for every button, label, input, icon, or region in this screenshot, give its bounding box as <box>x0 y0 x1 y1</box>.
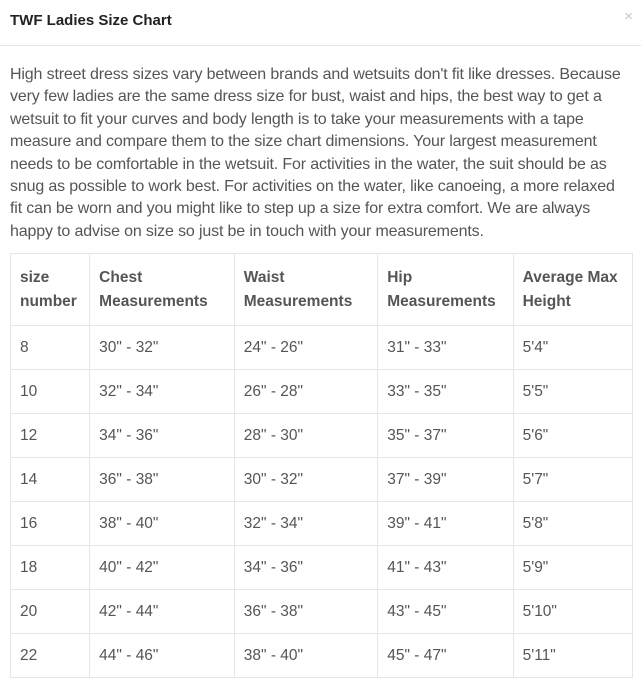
cell-waist: 28" - 30" <box>234 414 377 458</box>
close-icon[interactable]: × <box>624 8 633 25</box>
table-row <box>11 502 633 546</box>
cell-height: 5'10" <box>513 590 632 634</box>
cell-hip: 37" - 39" <box>378 458 513 502</box>
cell-chest: 32" - 34" <box>90 370 235 414</box>
size-table <box>10 253 633 678</box>
cell-size: 12 <box>11 414 90 458</box>
cell-waist: 26" - 28" <box>234 370 377 414</box>
cell-height: 5'5" <box>513 370 632 414</box>
modal-header <box>0 0 641 46</box>
cell-height: 5'9" <box>513 546 632 590</box>
column-header-hip: Hip Measurements <box>378 254 513 326</box>
cell-hip: 35" - 37" <box>378 414 513 458</box>
cell-waist: 32" - 34" <box>234 502 377 546</box>
table-header-row <box>11 254 633 326</box>
cell-chest: 42" - 44" <box>90 590 235 634</box>
cell-size: 18 <box>11 546 90 590</box>
cell-chest: 38" - 40" <box>90 502 235 546</box>
cell-height: 5'7" <box>513 458 632 502</box>
cell-chest: 34" - 36" <box>90 414 235 458</box>
table-row <box>11 634 633 678</box>
cell-height: 5'4" <box>513 326 632 370</box>
modal-body <box>0 46 641 678</box>
cell-chest: 30" - 32" <box>90 326 235 370</box>
cell-waist: 34" - 36" <box>234 546 377 590</box>
cell-size: 22 <box>11 634 90 678</box>
table-row <box>11 326 633 370</box>
cell-hip: 45" - 47" <box>378 634 513 678</box>
table-row <box>11 590 633 634</box>
column-header-height: Average Max Height <box>513 254 632 326</box>
cell-hip: 33" - 35" <box>378 370 513 414</box>
table-row <box>11 458 633 502</box>
cell-waist: 30" - 32" <box>234 458 377 502</box>
column-header-size: size number <box>11 254 90 326</box>
column-header-chest: Chest Measurements <box>90 254 235 326</box>
cell-size: 20 <box>11 590 90 634</box>
cell-hip: 41" - 43" <box>378 546 513 590</box>
cell-hip: 43" - 45" <box>378 590 513 634</box>
cell-chest: 36" - 38" <box>90 458 235 502</box>
cell-size: 16 <box>11 502 90 546</box>
intro-text: High street dress sizes vary between brands and wetsuits don't fit like dresses. Because very few ladies are the same dress size for bust, waist and hips, the best way to get a wetsuit to fit your curves and body length is to take your measurements with a tape measure and compare them to the size chart dimensions. Your largest measurement needs to be comfortable in the wetsuit. For activities in the water, the suit should be as snug as possible to work best. For activities on the water, like canoeing, a more relaxed fit can be worn and you might like to step up a size for extra comfort. We are always happy to advise on size so just be in touch with your measurements. <box>10 66 621 240</box>
cell-height: 5'11" <box>513 634 632 678</box>
cell-hip: 31" - 33" <box>378 326 513 370</box>
cell-height: 5'8" <box>513 502 632 546</box>
cell-chest: 44" - 46" <box>90 634 235 678</box>
cell-chest: 40" - 42" <box>90 546 235 590</box>
cell-waist: 24" - 26" <box>234 326 377 370</box>
cell-height: 5'6" <box>513 414 632 458</box>
column-header-waist: Waist Measurements <box>234 254 377 326</box>
table-body <box>11 326 633 678</box>
cell-waist: 36" - 38" <box>234 590 377 634</box>
cell-waist: 38" - 40" <box>234 634 377 678</box>
cell-size: 8 <box>11 326 90 370</box>
table-row <box>11 546 633 590</box>
cell-hip: 39" - 41" <box>378 502 513 546</box>
table-row <box>11 414 633 458</box>
cell-size: 10 <box>11 370 90 414</box>
modal-title: TWF Ladies Size Chart <box>10 12 172 29</box>
table-row <box>11 370 633 414</box>
cell-size: 14 <box>11 458 90 502</box>
